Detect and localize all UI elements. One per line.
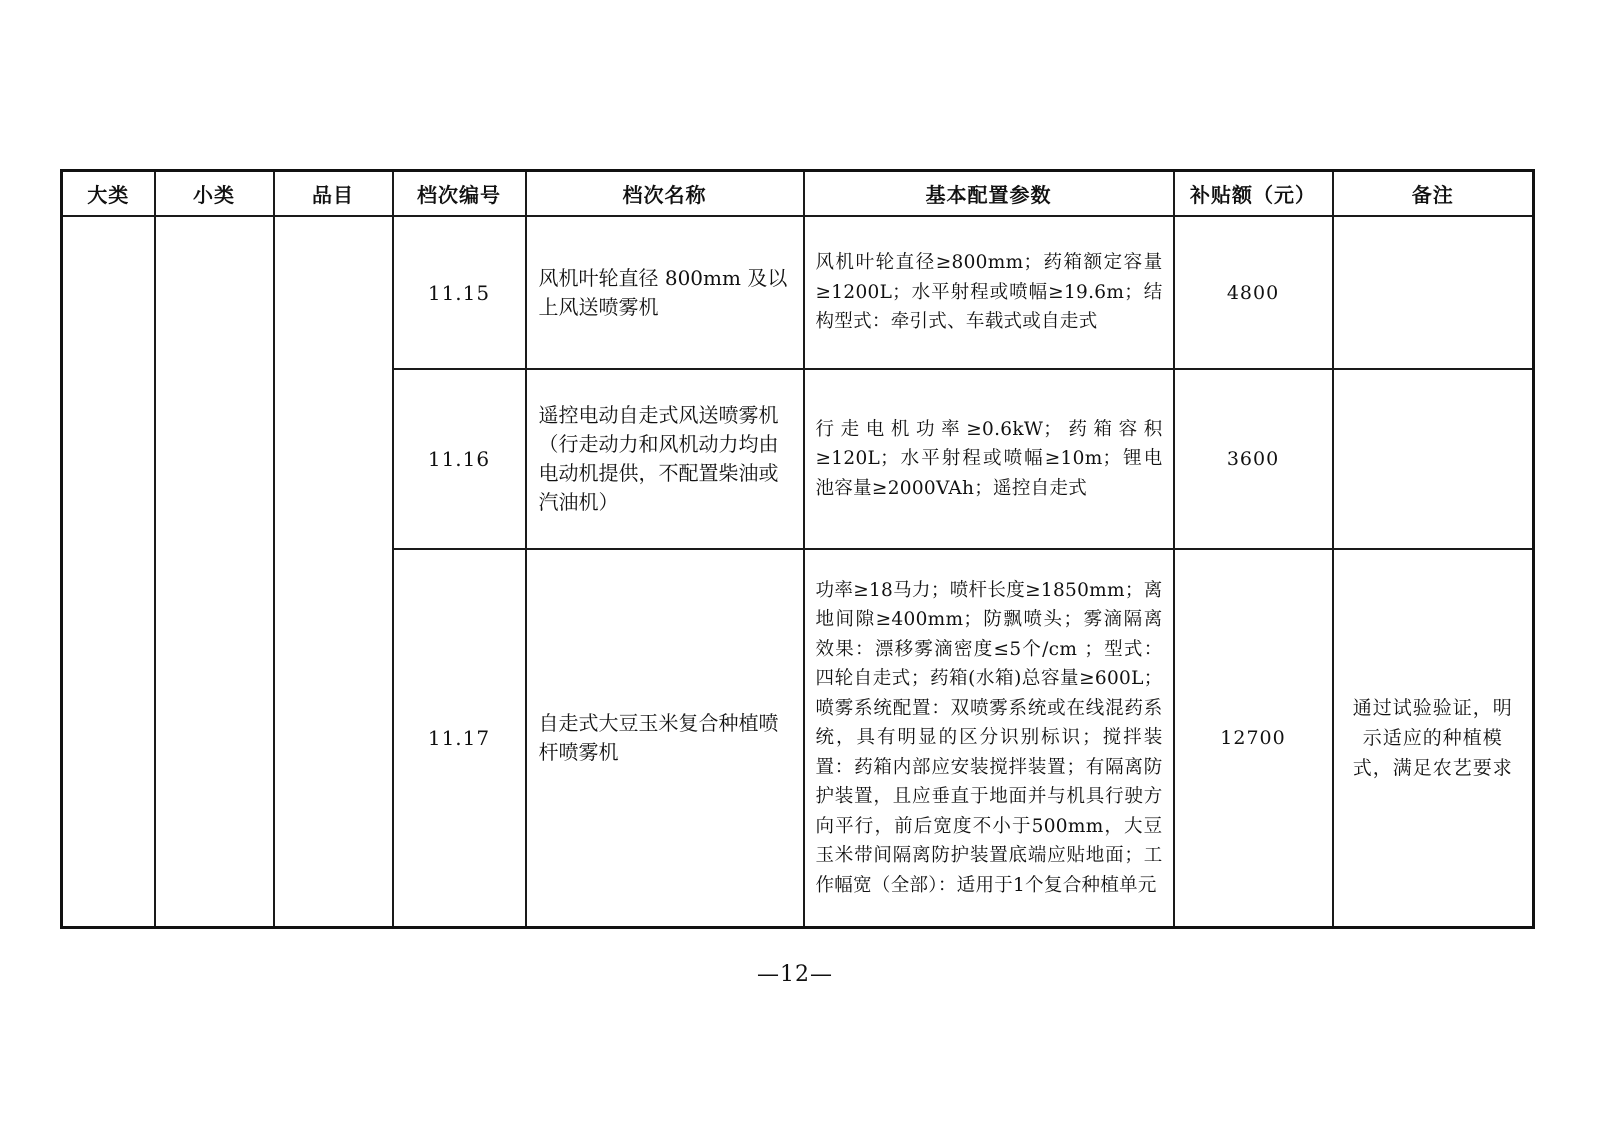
grade-name-cell: 风机叶轮直径 800mm 及以上风送喷雾机 [526,216,804,369]
header-item: 品目 [274,171,393,217]
grade-code-cell: 11.16 [393,369,526,549]
remarks-cell [1333,369,1534,549]
subsidy-table [60,169,1535,929]
header-grade-name: 档次名称 [526,171,804,217]
table-header-row [62,171,1534,217]
subsidy-amount-cell: 4800 [1174,216,1333,369]
header-basic-params: 基本配置参数 [804,171,1174,217]
major-category-cell [62,216,155,928]
remarks-cell: 通过试验验证，明示适应的种植模式，满足农艺要求 [1333,549,1534,928]
basic-params-cell: 行走电机功率≥0.6kW；药箱容积≥120L；水平射程或喷幅≥10m；锂电池容量≥2000VAh；遥控自走式 [804,369,1174,549]
page-number: —12— [757,962,833,987]
basic-params-cell: 风机叶轮直径≥800mm；药箱额定容量≥1200L；水平射程或喷幅≥19.6m；结构型式：牵引式、车载式或自走式 [804,216,1174,369]
minor-category-cell [155,216,274,928]
item-cell [274,216,393,928]
grade-name-cell: 遥控电动自走式风送喷雾机（行走动力和风机动力均由电动机提供，不配置柴油或汽油机） [526,369,804,549]
grade-code-cell: 11.17 [393,549,526,928]
basic-params-cell: 功率≥18马力；喷杆长度≥1850mm；离地间隙≥400mm；防飘喷头；雾滴隔离效果：漂移雾滴密度≤5个/cm ；型式：四轮自走式；药箱(水箱)总容量≥600L；喷雾系统配置：双喷雾系统或在线混药系统，具有明显的区分识别标识；搅拌装置：药箱内部应安装搅拌装置；有隔离防护装置，且应垂直于地面并与机具行驶方向平行，前后宽度不小于500mm，大豆玉米带间隔离防护装置底端应贴地面；工作幅宽（全部）：适用于1个复合种植单元 [804,549,1174,928]
header-minor-category: 小类 [155,171,274,217]
grade-code-cell: 11.15 [393,216,526,369]
header-subsidy-amount: 补贴额（元） [1174,171,1333,217]
grade-name-cell: 自走式大豆玉米复合种植喷杆喷雾机 [526,549,804,928]
table-row [62,216,1534,369]
remarks-cell [1333,216,1534,369]
header-grade-code: 档次编号 [393,171,526,217]
subsidy-amount-cell: 3600 [1174,369,1333,549]
header-remarks: 备注 [1333,171,1534,217]
subsidy-amount-cell: 12700 [1174,549,1333,928]
header-major-category: 大类 [62,171,155,217]
